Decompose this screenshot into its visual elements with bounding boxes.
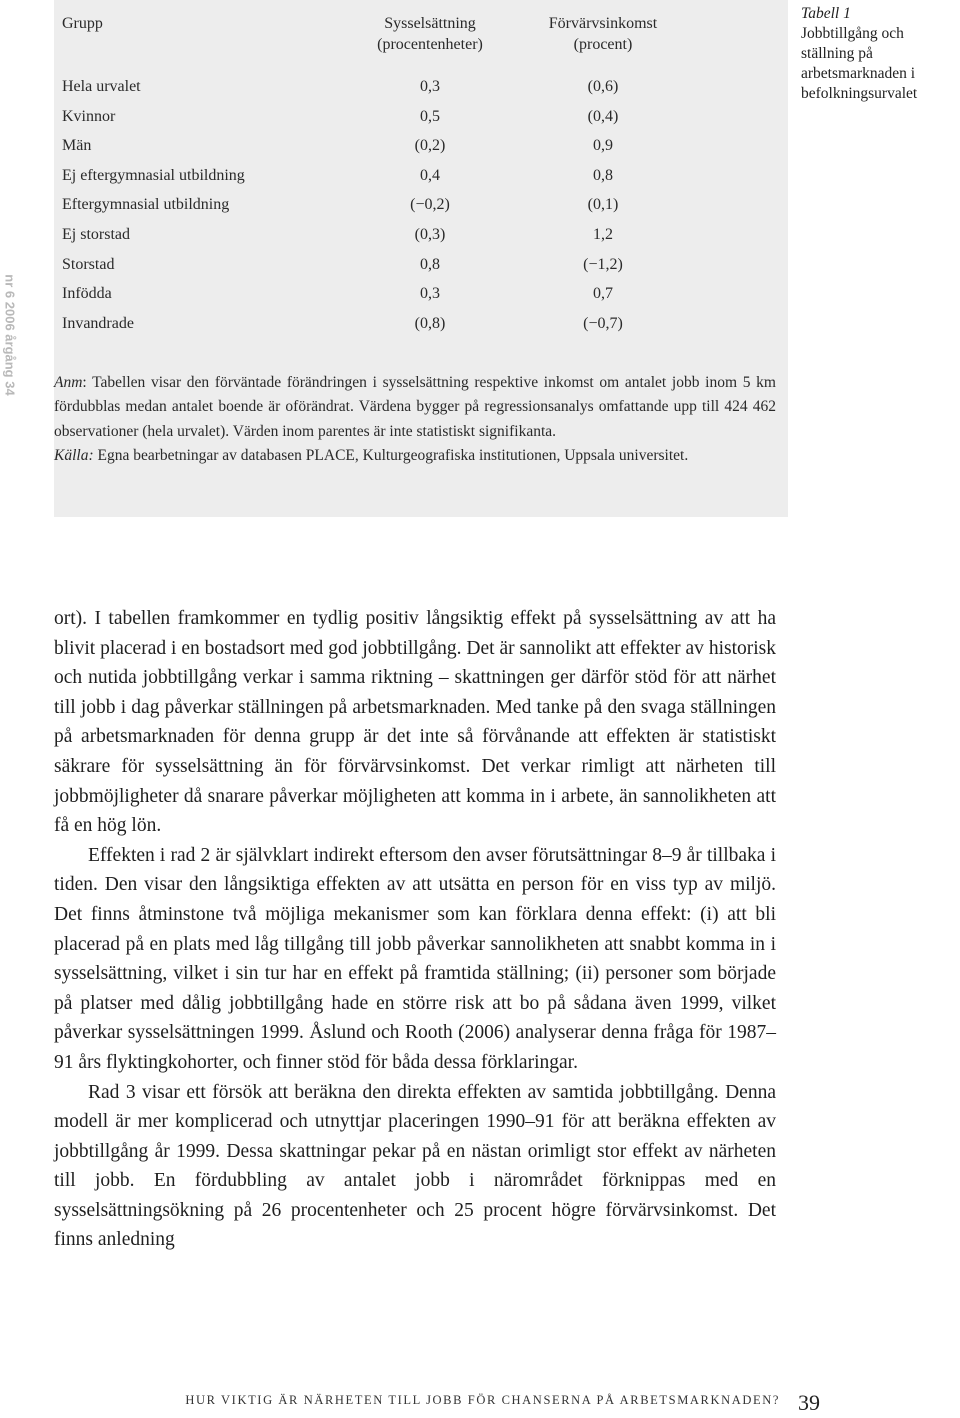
row-employment-value: (0,3)	[414, 225, 446, 243]
header-group: Grupp	[62, 15, 103, 32]
page-number: 39	[798, 1390, 820, 1415]
header-employment-line1: Sysselsättning	[384, 15, 476, 32]
row-label: Eftergymnasial utbildning	[62, 196, 230, 214]
running-footer: HUR VIKTIG ÄR NÄRHETEN TILL JOBB FÖR CHANSERNA PÅ ARBETSMARKNADEN?	[185, 1393, 780, 1407]
table-row	[0, 72, 788, 102]
row-employment-value: 0,5	[420, 107, 440, 125]
body-paragraph-2: Effekten i rad 2 är självklart indirekt eftersom den avser förutsättningar 8–9 år tillbaka i tiden. Den visar den långsiktiga effekten av att utsätta en person för en viss typ av miljö. Det finns åtminstone två möjliga mekanismer som kan förklara denna effekt: (i) att bli placerad på en plats med låg tillgång till jobb påverkar sannolikheten att snabbt komma in i sysselsättning, vilket i sin tur har en effekt på framtida ställning; (ii) personer som började på platser med dålig jobbtillgång hade en större risk att bo på sådana även 1999, vilket påverkar sysselsättningen 1999. Åslund och Rooth (2006) analyserar denna fråga för 1987–91 års flyktingkohorter, och finner stöd för båda dessa förklaringar.	[54, 844, 776, 1073]
row-label: Invandrade	[62, 314, 134, 332]
table-caption	[801, 4, 956, 104]
table-row	[0, 250, 788, 280]
row-label: Infödda	[62, 285, 112, 303]
row-label: Storstad	[62, 255, 115, 273]
row-income-value: 0,7	[593, 285, 613, 303]
table-note	[54, 371, 776, 468]
row-employment-value: (0,2)	[414, 137, 446, 155]
body-paragraph-3: Rad 3 visar ett försök att beräkna den direkta effekten av samtida jobbtillgång. Denna modell är mer komplicerad och utnyttjar placeringen 1990–91 för att beräkna effekten av jobbtillgång år 1999. Dessa skattningar pekar på en nästan orimligt stor effekt av närheten till jobb. En fördubbling av antalet jobb i närområdet förknippas med en sysselsättningsökning på 26 procentenheter och 25 procent högre förvärvsinkomst. Det finns anledning	[54, 1081, 776, 1251]
row-income-value: (−1,2)	[583, 255, 623, 273]
header-employment-line2: (procentenheter)	[377, 36, 483, 53]
header-income	[513, 13, 693, 55]
row-income-value: (0,6)	[587, 78, 619, 95]
row-employment-value: (−0,2)	[410, 196, 450, 214]
row-income-value: (−0,7)	[583, 314, 623, 332]
header-income-line1: Förvärvsinkomst	[548, 15, 658, 32]
header-income-line2: (procent)	[573, 36, 633, 53]
body-text	[54, 604, 776, 1255]
row-employment-value: 0,8	[420, 255, 440, 273]
table-row	[0, 161, 788, 191]
table-rows	[0, 72, 788, 338]
note-anm-text: : Tabellen visar den förväntade förändringen i sysselsättning respektive inkomst om antalet jobb inom 5 km fördubblas medan antalet boende är oförändrat. Värdena bygger på regressionsanalys omfattande upp till 424 462 observationer (hela urvalet). Värden inom parentes är inte statistiskt signifikanta.	[54, 374, 776, 440]
row-income-value: 0,8	[593, 166, 613, 184]
row-label: Ej eftergymnasial utbildning	[62, 166, 245, 184]
caption-title: Tabell 1	[801, 5, 851, 22]
note-source-text: Egna bearbetningar av databasen PLACE, Kulturgeografiska institutionen, Uppsala universitet.	[93, 446, 689, 464]
row-employment-value: (0,8)	[414, 314, 446, 332]
table-row	[0, 190, 788, 220]
table-row	[0, 102, 788, 132]
header-employment	[340, 13, 520, 55]
row-income-value: 0,9	[593, 137, 613, 155]
row-employment-value: 0,3	[420, 285, 440, 303]
row-employment-value: 0,4	[420, 166, 440, 184]
note-anm-label: Anm	[54, 374, 83, 391]
note-source-label: Källa:	[54, 446, 94, 464]
row-employment-value: 0,3	[420, 78, 440, 95]
table-row	[0, 279, 788, 309]
row-income-value: (0,1)	[587, 196, 619, 214]
row-income-value: 1,2	[593, 225, 613, 243]
body-paragraph-1: ort). I tabellen framkommer en tydlig positiv långsiktig effekt på sysselsättning av att ha blivit placerad i en bostadsort med god jobbtillgång. Det är sannolikt att effekter av historisk och nutida jobbtillgång verkar i samma riktning – skattningen ger därför stöd för att närhet till jobb i dag påverkar ställningen på arbetsmarknaden. Med tanke på den svaga ställningen på arbetsmarknaden för denna grupp är det inte så förvånande att effekten är statistiskt säkrare för sysselsättning än för förvärvsinkomst. Det verkar rimligt att närheten till jobbmöjligheter då snarare påverkar möjligheten att komma in i arbete, än sannolikheten att få en hög lön.	[54, 608, 776, 837]
row-label: Män	[62, 137, 92, 155]
row-income-value: (0,4)	[587, 107, 619, 125]
row-label: Kvinnor	[62, 107, 116, 125]
table-row	[0, 309, 788, 339]
row-label: Ej storstad	[62, 225, 130, 243]
row-label: Hela urvalet	[62, 78, 141, 95]
table-row	[0, 220, 788, 250]
side-label-text: nr 6 2006 årgång 34	[2, 274, 18, 396]
caption-text: Jobbtillgång och ställning på arbetsmarknaden i befolkningsurvalet	[801, 25, 918, 102]
table-row	[0, 131, 788, 161]
